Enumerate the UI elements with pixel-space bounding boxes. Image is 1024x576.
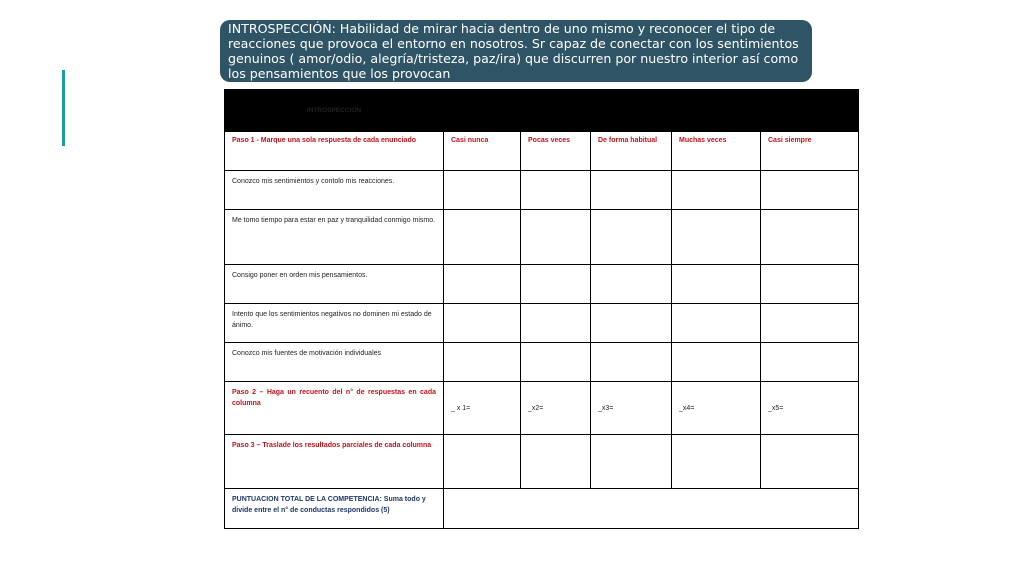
answer-cell[interactable] bbox=[521, 304, 591, 343]
header-cell-blank bbox=[444, 90, 521, 132]
answer-cell[interactable] bbox=[761, 210, 859, 265]
answer-cell[interactable] bbox=[672, 343, 761, 382]
option-pocas-veces: Pocas veces bbox=[521, 132, 591, 171]
table-row bbox=[225, 171, 859, 210]
tally-row bbox=[225, 382, 859, 435]
answer-cell[interactable] bbox=[444, 171, 521, 210]
answer-cell[interactable] bbox=[591, 171, 672, 210]
statement-1: Conozco mis sentimientos y contolo mis reacciones. bbox=[225, 171, 444, 210]
table-row bbox=[225, 304, 859, 343]
answer-cell[interactable] bbox=[761, 343, 859, 382]
total-label bbox=[225, 489, 444, 529]
answer-cell[interactable] bbox=[761, 171, 859, 210]
answer-cell[interactable] bbox=[591, 343, 672, 382]
statement-2: Me tomo tiempo para estar en paz y tranquilidad conmigo mismo. bbox=[225, 210, 444, 265]
partials-row bbox=[225, 435, 859, 489]
option-muchas-veces: Muchas veces bbox=[672, 132, 761, 171]
answer-cell[interactable] bbox=[444, 265, 521, 304]
answer-cell[interactable] bbox=[761, 304, 859, 343]
answer-cell[interactable] bbox=[444, 435, 521, 489]
option-casi-siempre: Casi siempre bbox=[761, 132, 859, 171]
answer-cell[interactable] bbox=[521, 435, 591, 489]
answer-cell[interactable] bbox=[672, 304, 761, 343]
multiplier-x3[interactable]: _x3= bbox=[591, 382, 672, 435]
multiplier-x5[interactable]: _x5= bbox=[761, 382, 859, 435]
header-cell-blank bbox=[521, 90, 859, 132]
total-label-bold: PUNTUACION TOTAL DE LA COMPETENCIA: bbox=[232, 496, 382, 503]
table-row bbox=[225, 210, 859, 265]
answer-cell[interactable] bbox=[521, 171, 591, 210]
answer-cell[interactable] bbox=[761, 435, 859, 489]
answer-cell[interactable] bbox=[591, 435, 672, 489]
statement-5: Conozco mis fuentes de motivación individuales bbox=[225, 343, 444, 382]
step1-label: Paso 1 - Marque una sola respuesta de cada enunciado bbox=[225, 132, 444, 171]
introspection-table bbox=[224, 89, 859, 529]
step3-label: Paso 3 – Traslade los resultados parciales de cada columna bbox=[225, 435, 444, 489]
answer-cell[interactable] bbox=[672, 171, 761, 210]
table-header-row bbox=[225, 90, 859, 132]
answer-cell[interactable] bbox=[591, 265, 672, 304]
answer-cell[interactable] bbox=[521, 210, 591, 265]
answer-cell[interactable] bbox=[672, 435, 761, 489]
total-label-rest: Suma todo y divide entre el n° de conductas respondidos (5) bbox=[232, 496, 426, 514]
option-casi-nunca: Casi nunca bbox=[444, 132, 521, 171]
answer-cell[interactable] bbox=[761, 265, 859, 304]
multiplier-x4[interactable]: _x4= bbox=[672, 382, 761, 435]
accent-bar bbox=[62, 70, 65, 146]
answer-cell[interactable] bbox=[444, 343, 521, 382]
total-score-cell[interactable] bbox=[444, 489, 859, 529]
table-row bbox=[225, 265, 859, 304]
step2-label: Paso 2 – Haga un recuento del n° de respuestas en cada columna bbox=[225, 382, 444, 435]
answer-cell[interactable] bbox=[672, 210, 761, 265]
option-forma-habitual: De forma habitual bbox=[591, 132, 672, 171]
table-title: INTROSPECCION bbox=[225, 90, 444, 132]
multiplier-x2[interactable]: _x2= bbox=[521, 382, 591, 435]
answer-cell[interactable] bbox=[444, 304, 521, 343]
answer-cell[interactable] bbox=[521, 343, 591, 382]
definition-banner bbox=[220, 20, 812, 82]
answer-cell[interactable] bbox=[591, 304, 672, 343]
statement-4: Intento que los sentimientos negativos no dominen mi estado de ánimo. bbox=[225, 304, 444, 343]
answer-cell[interactable] bbox=[591, 210, 672, 265]
statement-3: Consigo poner en orden mis pensamientos. bbox=[225, 265, 444, 304]
options-row bbox=[225, 132, 859, 171]
answer-cell[interactable] bbox=[444, 210, 521, 265]
table-row bbox=[225, 343, 859, 382]
total-row bbox=[225, 489, 859, 529]
answer-cell[interactable] bbox=[672, 265, 761, 304]
answer-cell[interactable] bbox=[521, 265, 591, 304]
banner-text: INTROSPECCIÓN: Habilidad de mirar hacia dentro de uno mismo y reconocer el tipo de reacciones que provoca el entorno en nosotros. Sr capaz de conectar con los sentimientos genuinos ( amor/odio, alegría/tristeza, paz/ira) que discurren por nuestro interior así como los pensamientos que los provocan bbox=[228, 21, 799, 81]
multiplier-x1[interactable]: _ x 1= bbox=[444, 382, 521, 435]
